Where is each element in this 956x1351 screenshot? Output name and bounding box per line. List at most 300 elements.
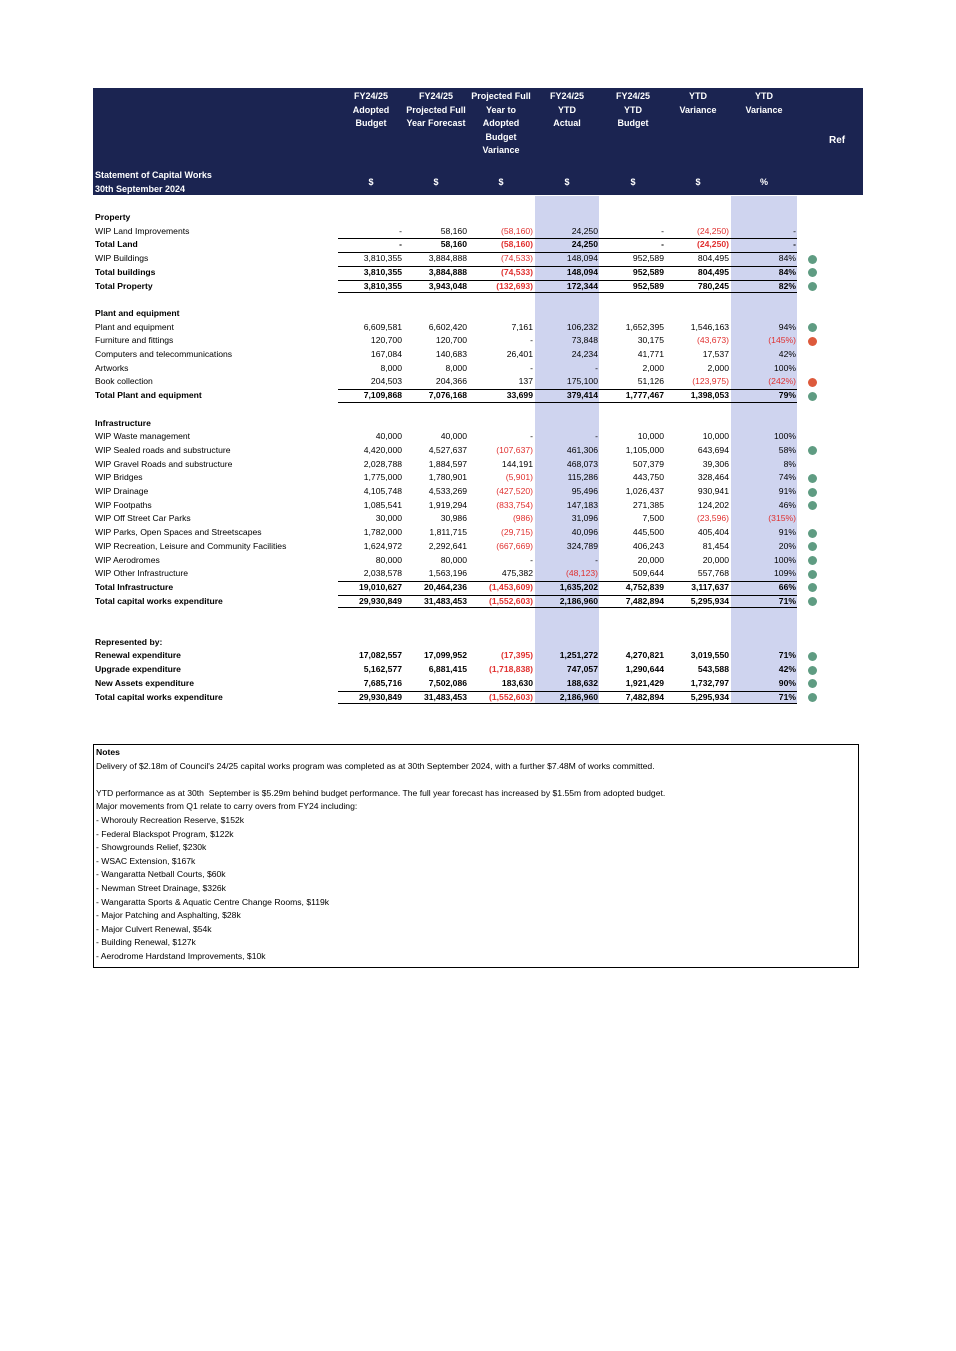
row-value-col7: 20%	[778, 540, 796, 551]
row-label: WIP Waste management	[95, 431, 191, 442]
table-row	[93, 389, 863, 403]
table-row	[93, 280, 863, 294]
row-value-col6: 1,546,163	[690, 321, 729, 332]
row-value-col3: (58,160)	[500, 225, 533, 236]
row-value-col1: 3,810,355	[363, 253, 402, 264]
row-label: Total Infrastructure	[95, 581, 174, 592]
row-value-col5: 1,921,429	[625, 677, 664, 688]
table-row	[93, 554, 863, 568]
row-value-col2: 4,533,269	[428, 486, 467, 496]
row-value-col7: 8%	[783, 458, 796, 469]
row-value-col6: 10,000	[702, 431, 729, 442]
table-row	[93, 362, 863, 376]
row-value-col2: 2,292,641	[428, 540, 467, 551]
table-row	[93, 567, 863, 581]
row-value-col6: 5,295,934	[690, 595, 729, 606]
row-value-col2: 31,483,453	[423, 691, 467, 702]
row-value-col3: 33,699	[506, 390, 533, 401]
row-value-col4: 40,096	[571, 527, 598, 538]
green-status-dot	[808, 597, 817, 606]
note-line: - Federal Blackspot Program, $122k	[96, 828, 234, 839]
row-value-col1: 40,000	[375, 431, 402, 442]
row-value-col1: 5,162,577	[363, 664, 402, 675]
row-value-col6: 780,245	[697, 280, 729, 291]
row-value-col4: -	[595, 554, 598, 565]
table-row	[93, 540, 863, 554]
green-status-dot	[808, 255, 817, 264]
row-label: WIP Sealed roads and substructure	[95, 444, 231, 455]
row-value-col2: 30,986	[440, 513, 467, 524]
row-value-col3: (833,754)	[496, 499, 533, 510]
row-label: WIP Buildings	[95, 253, 149, 264]
table-row	[93, 293, 863, 307]
row-value-col5: 4,270,821	[625, 650, 664, 661]
row-value-col3: (1,552,603)	[489, 691, 533, 702]
column-unit-2: $	[433, 177, 439, 187]
row-value-col6: 39,306	[702, 458, 729, 469]
total-rule	[338, 238, 797, 239]
note-line: - Wangaratta Sports & Aquatic Centre Change Rooms, $119k	[96, 896, 330, 907]
row-value-col1: 1,624,972	[363, 540, 402, 551]
row-value-col4: -	[595, 431, 598, 442]
table-row	[93, 458, 863, 472]
column-unit-1: $	[368, 177, 374, 187]
row-label: Represented by:	[95, 636, 163, 647]
statement-title-line1: Statement of Capital Works	[95, 170, 212, 180]
row-value-col5: 507,379	[632, 458, 664, 469]
row-value-col6: 557,768	[697, 568, 729, 579]
row-value-col2: 80,000	[440, 554, 467, 565]
row-value-col1: 1,775,000	[363, 472, 402, 483]
total-rule	[338, 389, 797, 390]
table-row	[93, 663, 863, 677]
row-value-col3: (5,901)	[505, 472, 533, 483]
row-value-col4: 24,250	[571, 239, 598, 250]
table-row	[93, 307, 863, 321]
row-value-col6: (123,975)	[692, 376, 729, 387]
row-value-col1: 120,700	[370, 335, 402, 346]
row-value-col3: 137	[518, 376, 533, 387]
row-value-col3: -	[530, 335, 533, 346]
row-value-col1: 4,105,748	[363, 486, 402, 496]
column-unit-7: %	[759, 177, 768, 187]
column-header-2: FY24/25 Projected Full Year Forecast	[406, 91, 466, 129]
row-value-col3: -	[530, 554, 533, 565]
row-label: Upgrade expenditure	[95, 664, 181, 675]
row-value-col5: 271,385	[632, 499, 664, 510]
row-value-col3: (29,715)	[500, 527, 533, 538]
row-value-col2: 120,700	[435, 335, 467, 346]
row-value-col6: 1,398,053	[690, 390, 729, 401]
row-value-col4: (48,123)	[565, 568, 598, 579]
green-status-dot	[808, 488, 817, 497]
row-value-col2: 3,884,888	[428, 253, 467, 264]
note-line: - Wangaratta Netball Courts, $60k	[96, 869, 226, 880]
row-value-col3: (17,395)	[500, 650, 533, 661]
row-value-col4: 172,344	[566, 280, 598, 291]
table-row	[93, 266, 863, 280]
row-value-col5: 1,026,437	[625, 486, 664, 496]
table-row	[93, 211, 863, 225]
table-row	[93, 512, 863, 526]
table-row	[93, 485, 863, 499]
row-value-col5: 1,652,395	[625, 321, 664, 332]
row-value-col7: 100%	[774, 431, 796, 442]
row-value-col2: 7,502,086	[428, 677, 467, 688]
column-header-5: FY24/25 YTD Budget	[615, 91, 651, 129]
row-value-col4: 31,096	[571, 513, 598, 524]
row-value-col2: 1,919,294	[428, 499, 467, 510]
column-header-6: YTD Variance	[679, 91, 717, 115]
row-value-col3: 26,401	[506, 349, 533, 359]
row-value-col2: 4,527,637	[428, 444, 467, 455]
note-line: YTD performance as at 30th September is $5.29m behind budget performance. The full year forecast has increased by $1.55m from adopted budget.	[96, 787, 666, 798]
row-value-col6: 2,000	[707, 362, 729, 373]
row-value-col1: 29,930,849	[358, 595, 402, 606]
row-value-col6: 804,495	[697, 266, 729, 277]
green-status-dot	[808, 652, 817, 661]
row-value-col5: 952,589	[632, 266, 664, 277]
row-value-col3: (107,637)	[496, 444, 533, 455]
row-value-col2: 3,943,048	[428, 280, 467, 291]
row-value-col2: 40,000	[440, 431, 467, 442]
row-value-col4: 188,632	[566, 677, 598, 688]
row-value-col1: 29,930,849	[358, 691, 402, 702]
red-status-dot	[808, 378, 817, 387]
green-status-dot	[808, 392, 817, 401]
column-header-7: YTD Variance	[745, 91, 783, 115]
row-label: Infrastructure	[95, 417, 151, 428]
row-value-col7: (242%)	[768, 376, 796, 387]
table-row	[93, 526, 863, 540]
row-value-col2: 8,000	[445, 362, 467, 373]
row-value-col5: 445,500	[632, 527, 664, 538]
total-rule	[338, 266, 797, 267]
ref-header: Ref	[829, 135, 846, 146]
table-row	[93, 225, 863, 239]
note-line: - Aerodrome Hardstand Improvements, $10k	[96, 950, 266, 961]
row-label: Computers and telecommunications	[95, 349, 233, 359]
row-value-col7: 71%	[778, 595, 796, 606]
row-value-col5: 1,105,000	[625, 444, 664, 455]
row-value-col4: 24,234	[571, 349, 598, 359]
row-value-col7: 84%	[778, 253, 796, 264]
table-row	[93, 649, 863, 663]
row-value-col7: 90%	[778, 677, 796, 688]
column-unit-5: $	[630, 177, 636, 187]
note-line: Major movements from Q1 relate to carry overs from FY24 including:	[96, 801, 358, 812]
row-value-col6: (23,596)	[696, 513, 729, 524]
row-value-col1: 6,609,581	[363, 321, 402, 332]
row-label: WIP Recreation, Leisure and Community Facilities	[95, 540, 287, 551]
row-value-col2: 1,563,196	[428, 568, 467, 579]
row-value-col4: 2,186,960	[559, 595, 598, 606]
row-value-col7: 100%	[774, 362, 796, 373]
row-value-col5: 7,482,894	[625, 691, 664, 702]
row-value-col6: 17,537	[702, 349, 729, 359]
green-status-dot	[808, 501, 817, 510]
row-value-col2: 1,811,715	[429, 527, 467, 538]
red-status-dot	[808, 337, 817, 346]
row-value-col1: 3,810,355	[363, 280, 402, 291]
row-value-col5: 952,589	[632, 280, 664, 291]
row-value-col1: 1,782,000	[363, 527, 402, 538]
row-value-col3: (74,533)	[500, 253, 533, 264]
row-value-col1: 19,010,627	[358, 581, 402, 592]
row-value-col4: 148,094	[566, 266, 598, 277]
row-value-col4: 106,232	[566, 321, 598, 332]
table-row	[93, 417, 863, 431]
row-label: WIP Drainage	[95, 486, 149, 496]
green-status-dot	[808, 570, 817, 579]
row-value-col5: 4,752,839	[625, 581, 664, 592]
row-value-col1: -	[399, 225, 402, 236]
row-value-col5: 1,777,467	[625, 390, 664, 401]
row-value-col1: -	[399, 239, 402, 250]
row-value-col7: 42%	[778, 349, 796, 359]
column-header-1: FY24/25 Adopted Budget	[352, 91, 390, 129]
table-row	[93, 677, 863, 691]
row-value-col2: 140,683	[435, 349, 467, 359]
row-value-col4: 95,496	[571, 486, 598, 496]
row-value-col7: 84%	[778, 266, 796, 277]
row-value-col7: 74%	[778, 472, 796, 483]
row-value-col7: 71%	[778, 691, 796, 702]
row-label: Total Plant and equipment	[95, 390, 202, 401]
green-status-dot	[808, 323, 817, 332]
row-value-col2: 17,099,952	[423, 650, 467, 661]
row-value-col3: 183,630	[501, 677, 533, 688]
row-value-col7: 91%	[778, 527, 796, 538]
total-rule	[338, 280, 797, 281]
row-label: Plant and equipment	[95, 307, 180, 318]
total-rule-bottom	[338, 703, 797, 704]
note-line: - Major Culvert Renewal, $54k	[96, 923, 212, 934]
row-label: New Assets expenditure	[95, 677, 195, 688]
row-value-col1: 7,685,716	[363, 677, 402, 688]
column-unit-6: $	[695, 177, 701, 187]
statement-title	[95, 169, 212, 196]
row-value-col2: 58,160	[440, 239, 467, 250]
row-value-col3: (58,160)	[500, 239, 533, 250]
table-row	[93, 581, 863, 595]
notes-title: Notes	[96, 747, 120, 757]
row-value-col4: -	[595, 362, 598, 373]
row-value-col5: 7,482,894	[625, 595, 664, 606]
row-value-col4: 24,250	[571, 225, 598, 236]
row-value-col1: 1,085,541	[363, 499, 402, 510]
row-value-col4: 147,183	[566, 499, 598, 510]
row-value-col1: 8,000	[380, 362, 402, 373]
row-value-col7: 79%	[778, 390, 796, 401]
table-header	[93, 88, 863, 195]
row-value-col5: 7,500	[642, 513, 664, 524]
row-value-col1: 2,028,788	[363, 458, 402, 469]
row-value-col4: 468,073	[566, 458, 598, 469]
row-value-col2: 204,366	[435, 376, 467, 387]
total-rule	[338, 581, 797, 582]
row-value-col3: 475,382	[501, 568, 533, 579]
row-value-col5: 1,290,644	[625, 664, 664, 675]
row-value-col2: 31,483,453	[423, 595, 467, 606]
row-value-col3: -	[530, 431, 533, 442]
note-line: - WSAC Extension, $167k	[96, 855, 196, 866]
row-label: WIP Footpaths	[95, 499, 152, 510]
note-line: - Major Patching and Asphalting, $28k	[96, 910, 241, 921]
row-value-col2: 7,076,168	[428, 390, 467, 401]
row-value-col5: -	[661, 239, 664, 250]
row-value-col3: (132,693)	[496, 280, 533, 291]
row-value-col6: 930,941	[697, 486, 729, 496]
row-value-col5: 952,589	[632, 253, 664, 264]
table-row	[93, 471, 863, 485]
row-value-col4: 1,635,202	[559, 581, 598, 592]
table-row	[93, 403, 863, 417]
row-value-col3: -	[530, 362, 533, 373]
row-value-col3: (1,552,603)	[489, 595, 533, 606]
green-status-dot	[808, 268, 817, 277]
table-row	[93, 348, 863, 362]
green-status-dot	[808, 446, 817, 455]
row-value-col2: 58,160	[440, 225, 467, 236]
table-row	[93, 375, 863, 389]
row-value-col7: 71%	[778, 650, 796, 661]
row-value-col3: 7,161	[511, 321, 533, 332]
row-value-col5: 2,000	[642, 362, 664, 373]
green-status-dot	[808, 556, 817, 565]
total-rule	[338, 691, 797, 692]
row-value-col6: (43,673)	[696, 335, 729, 346]
row-value-col5: 443,750	[632, 472, 664, 483]
green-status-dot	[808, 679, 817, 688]
total-rule	[338, 252, 797, 253]
table-row	[93, 444, 863, 458]
table-row	[93, 252, 863, 266]
row-label: WIP Parks, Open Spaces and Streetscapes	[95, 527, 262, 538]
table-row	[93, 622, 863, 636]
note-line: - Building Renewal, $127k	[96, 937, 196, 948]
row-value-col5: -	[661, 225, 664, 236]
row-value-col1: 4,420,000	[363, 444, 402, 455]
row-value-col1: 2,038,578	[363, 568, 402, 579]
row-value-col6: 3,019,550	[690, 650, 729, 661]
note-line: Delivery of $2.18m of Council's 24/25 capital works program was completed as at 30th September 2024, with a further $7.48M of works committed.	[96, 760, 655, 771]
green-status-dot	[808, 282, 817, 291]
row-label: Artworks	[95, 362, 129, 373]
table-row	[93, 499, 863, 513]
row-value-col7: 100%	[774, 554, 796, 565]
row-value-col7: 46%	[778, 499, 796, 510]
row-value-col4: 379,414	[566, 390, 598, 401]
notes-box	[93, 744, 859, 968]
row-value-col7: 109%	[774, 568, 796, 579]
row-value-col6: 543,588	[697, 664, 729, 675]
row-value-col6: 3,117,637	[691, 581, 729, 592]
row-value-col6: 405,404	[697, 527, 729, 538]
row-value-col6: (24,250)	[696, 239, 729, 250]
row-value-col5: 509,644	[632, 568, 664, 579]
row-value-col7: 94%	[778, 321, 796, 332]
table-row	[93, 334, 863, 348]
row-value-col3: 144,191	[501, 458, 533, 469]
row-value-col6: 81,454	[702, 540, 729, 551]
table-row	[93, 321, 863, 335]
row-value-col6: 20,000	[702, 554, 729, 565]
row-label: Plant and equipment	[95, 321, 174, 332]
total-rule	[338, 595, 797, 596]
note-line	[96, 773, 856, 787]
row-value-col2: 1,884,597	[428, 458, 467, 469]
row-value-col3: (427,520)	[496, 486, 533, 496]
row-value-col4: 73,848	[571, 335, 598, 346]
row-value-col7: -	[793, 239, 796, 250]
row-label: WIP Off Street Car Parks	[95, 513, 191, 524]
row-value-col7: (315%)	[768, 513, 796, 524]
row-value-col7: 91%	[778, 486, 796, 496]
row-value-col5: 406,243	[632, 540, 664, 551]
row-label: Total capital works expenditure	[95, 691, 223, 702]
row-value-col2: 6,602,420	[428, 321, 467, 332]
row-label: WIP Aerodromes	[95, 554, 160, 565]
green-status-dot	[808, 542, 817, 551]
row-label: WIP Bridges	[95, 472, 143, 483]
row-value-col5: 20,000	[637, 554, 664, 565]
row-label: Book collection	[95, 376, 153, 387]
row-label: Property	[95, 212, 131, 222]
row-value-col4: 148,094	[566, 253, 598, 264]
row-value-col3: (1,718,838)	[489, 664, 533, 675]
row-value-col3: (986)	[512, 513, 533, 524]
table-row	[93, 691, 863, 705]
row-value-col5: 51,126	[637, 376, 664, 387]
row-value-col4: 747,057	[566, 664, 598, 675]
row-value-col6: (24,250)	[696, 225, 729, 236]
row-value-col6: 1,732,797	[690, 677, 729, 688]
row-value-col7: (145%)	[768, 335, 796, 346]
row-value-col6: 5,295,934	[690, 691, 729, 702]
row-value-col4: 324,789	[566, 540, 598, 551]
row-value-col2: 20,464,236	[423, 581, 467, 592]
row-value-col3: (1,453,609)	[489, 581, 533, 592]
row-value-col5: 41,771	[637, 349, 664, 359]
row-value-col5: 30,175	[637, 335, 664, 346]
row-value-col2: 6,881,415	[428, 664, 467, 675]
row-label: Total Land	[95, 239, 138, 250]
column-header-4: FY24/25 YTD Actual	[549, 91, 585, 129]
row-label: WIP Gravel Roads and substructure	[95, 458, 233, 469]
row-value-col1: 3,810,355	[363, 266, 402, 277]
row-label: Total capital works expenditure	[95, 595, 223, 606]
row-value-col3: (74,533)	[500, 266, 533, 277]
row-label: WIP Other Infrastructure	[95, 568, 188, 579]
row-value-col2: 1,780,901	[428, 472, 467, 483]
green-status-dot	[808, 529, 817, 538]
row-value-col1: 17,082,557	[358, 650, 402, 661]
row-value-col6: 643,694	[697, 444, 729, 455]
row-value-col2: 3,884,888	[428, 266, 467, 277]
row-value-col4: 175,100	[566, 376, 598, 387]
green-status-dot	[808, 583, 817, 592]
row-value-col7: 66%	[778, 581, 796, 592]
green-status-dot	[808, 666, 817, 675]
row-value-col1: 167,084	[370, 349, 402, 359]
note-line: - Whorouly Recreation Reserve, $152k	[96, 814, 245, 825]
note-line: - Showgrounds Relief, $230k	[96, 842, 207, 853]
row-value-col5: 10,000	[637, 431, 664, 442]
table-row	[93, 430, 863, 444]
row-label: Furniture and fittings	[95, 335, 174, 346]
column-header-3: Projected Full Year to Adopted Budget Variance	[471, 91, 531, 156]
